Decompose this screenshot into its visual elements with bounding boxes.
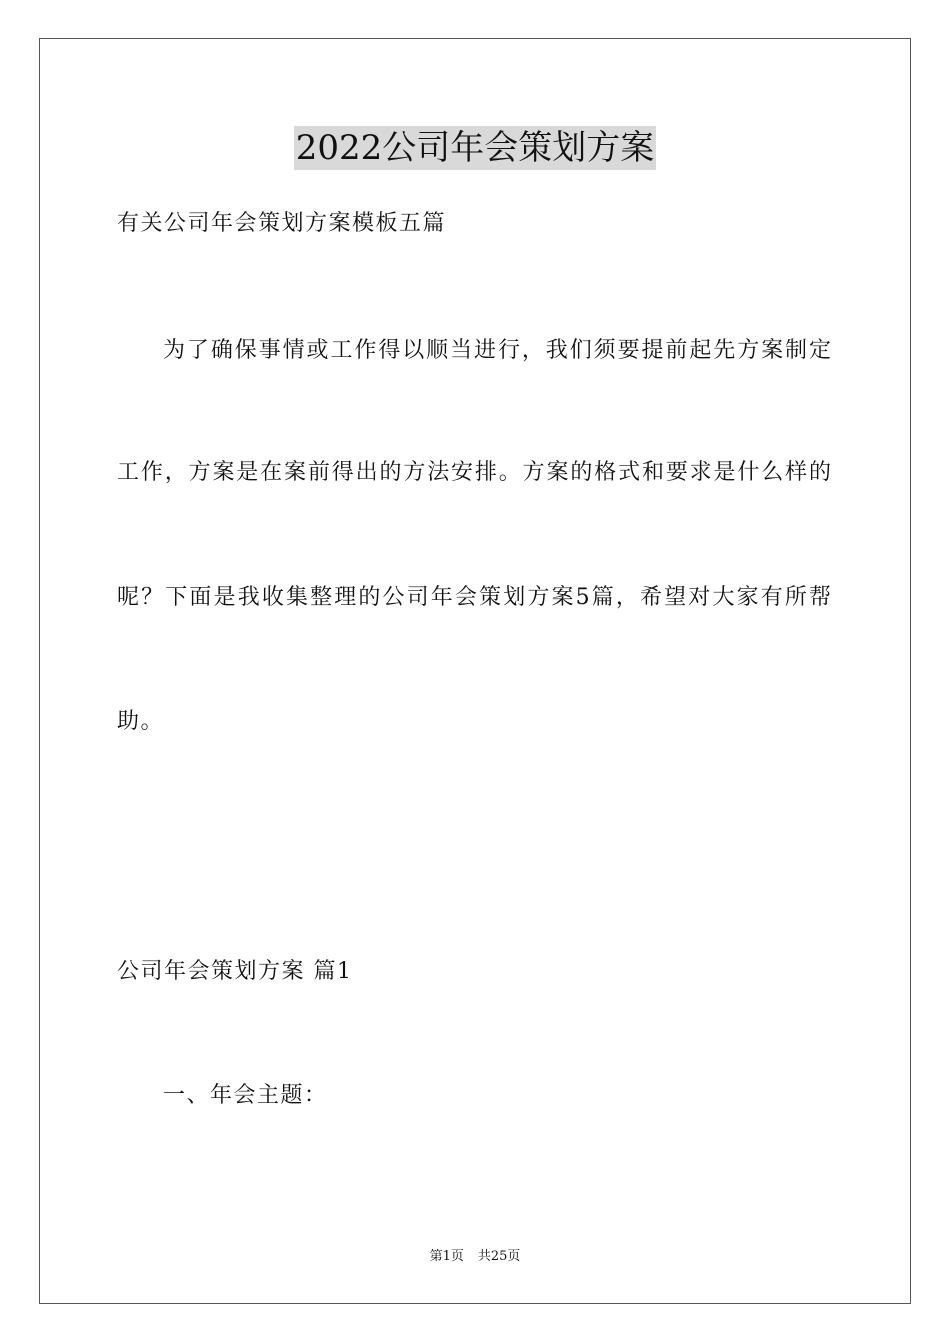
document-title: 2022公司年会策划方案 [295,128,655,168]
intro-line-3: 呢？下面是我收集整理的公司年会策划方案5篇，希望对大家有所帮 [117,585,831,610]
section-heading: 公司年会策划方案 篇1 [117,959,353,984]
page-footer [0,1248,950,1266]
page-number: 第1页 [429,1249,464,1264]
intro-line-2: 工作，方案是在案前得出的方法安排。方案的格式和要求是什么样的 [117,460,831,485]
page-total: 共25页 [477,1249,521,1264]
document-subtitle: 有关公司年会策划方案模板五篇 [117,211,447,236]
intro-line-4: 助。 [117,709,165,734]
item-heading: 一、年会主题： [163,1083,328,1108]
intro-line-1: 为了确保事情或工作得以顺当进行，我们须要提前起先方案制定 [163,338,831,363]
title-container [0,126,950,170]
